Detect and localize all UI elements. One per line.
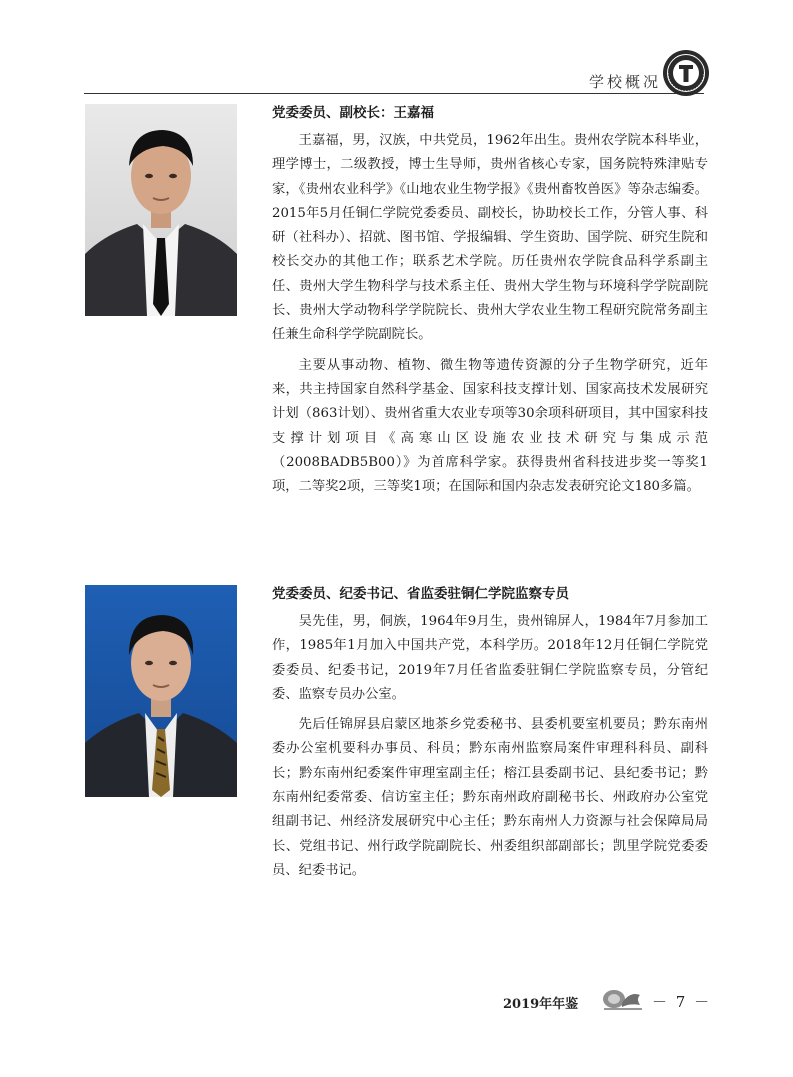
profile-title: 党委委员、副校长：王嘉福 — [272, 105, 434, 121]
profile-paragraph: 王嘉福，男，汉族，中共党员，1962年出生。贵州农学院本科毕业，理学博士，二级教授，博士生导师，贵州省核心专家，国务院特殊津贴专家，《贵州农业科学》《山地农业生物学报》《贵州畜牧兽医》等杂志编委。2015年5月任铜仁学院党委委员、副校长，协助校长工作，分管人事、科研（社科办）、招就、图书馆、学报编辑、学生资助、国学院、研究生院和校长交办的其他工作；联系艺术学院。历任贵州农学院食品科学系副主任、贵州大学生物科学与技术系主任、贵州大学生物与环境科学学院副院长、贵州大学动物科学学院院长、贵州大学农业生物工程研究院常务副主任兼生命科学学院副院长。 — [272, 133, 708, 343]
yearbook-emblem-icon — [600, 983, 644, 1011]
page-number: － 7 － — [652, 993, 712, 1011]
profile-section — [272, 103, 708, 505]
running-header-title: 学校概况 — [588, 73, 661, 91]
portrait-photo — [85, 104, 237, 316]
profile-title: 党委委员、纪委书记、省监委驻铜仁学院监察专员 — [272, 586, 569, 602]
yearbook-label: 2019年年鉴 — [503, 997, 579, 1012]
profile-paragraph: 主要从事动物、植物、微生物等遗传资源的分子生物学研究，近年来，共主持国家自然科学基金、国家科技支撑计划、国家高技术发展研究计划（863计划）、贵州省重大农业专项等30余项科研项目，其中国家科技支撑计划项目《高寒山区设施农业技术研究与集成示范（2008BADB5B00）》为首席科学家。获得贵州省科技进步奖一等奖1项，二等奖2项，三等奖1项；在国际和国内杂志发表研究论文180多篇。 — [272, 357, 708, 495]
portrait-photo — [85, 585, 237, 797]
profile-paragraph: 先后任锦屏县启蒙区地茶乡党委秘书、县委机要室机要员；黔东南州委办公室机要科办事员、科员；黔东南州监察局案件审理科科员、副科长；黔东南州纪委案件审理室副主任；榕江县委副书记、县纪委书记；黔东南州纪委常委、信访室主任；黔东南州政府副秘书长、州政府办公室党组副书记、州经济发展研究中心主任；黔东南州人力资源与社会保障局局长、党组书记、州行政学院副院长、州委组织部副部长；凯里学院党委委员、纪委书记。 — [272, 717, 708, 878]
profile-section — [272, 584, 708, 889]
header-divider — [84, 93, 704, 94]
profile-paragraph: 吴先佳，男，侗族，1964年9月生，贵州锦屏人，1984年7月参加工作，1985年1月加入中国共产党，本科学历。2018年12月任铜仁学院党委委员、纪委书记，2019年7月任省监委驻铜仁学院监察专员，分管纪委、监察专员办公室。 — [272, 614, 708, 702]
university-seal-icon — [662, 49, 710, 97]
